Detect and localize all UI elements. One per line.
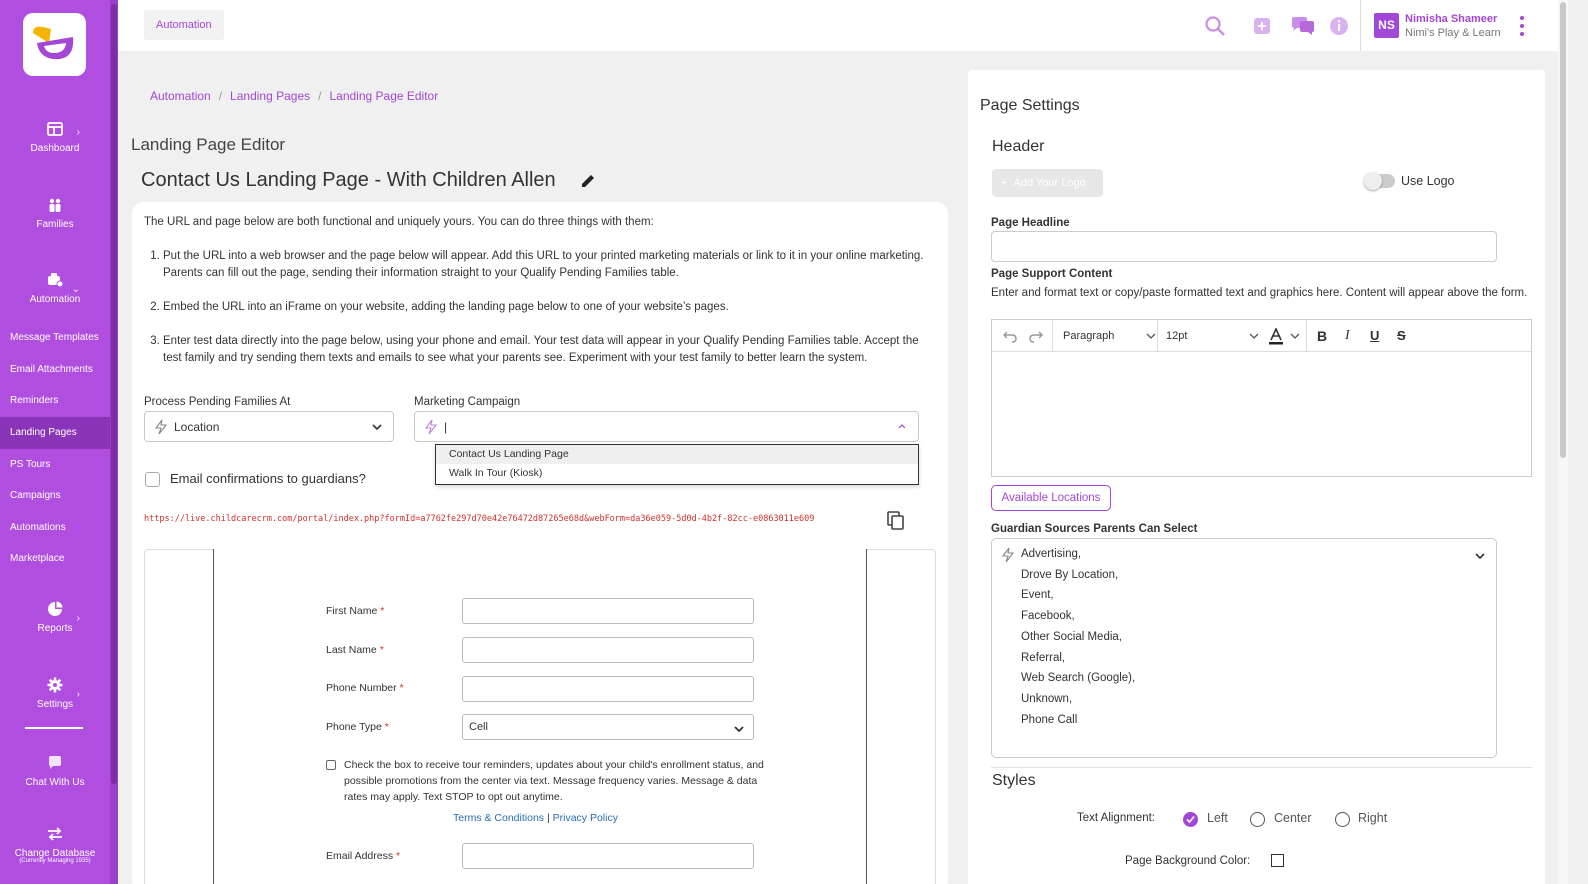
user-name[interactable]: Nimisha Shameer bbox=[1405, 13, 1498, 25]
pencil-icon[interactable] bbox=[579, 172, 597, 190]
add-logo-label: Add Your Logo bbox=[1013, 177, 1086, 189]
background-color-swatch[interactable] bbox=[1271, 854, 1284, 867]
chevron-down-icon bbox=[371, 421, 383, 433]
process-pending-value: Location bbox=[174, 420, 220, 434]
link-separator: | bbox=[546, 812, 550, 824]
use-logo-toggle[interactable] bbox=[1365, 174, 1395, 188]
divider bbox=[1157, 320, 1158, 352]
chevron-right-icon: › bbox=[76, 613, 80, 624]
sidebar-label-families: Families bbox=[36, 219, 74, 230]
guardian-source-item[interactable]: Drove By Location, bbox=[1021, 568, 1119, 581]
process-pending-label: Process Pending Families At bbox=[144, 396, 291, 408]
marketing-campaign-label: Marketing Campaign bbox=[414, 396, 521, 408]
families-icon bbox=[47, 197, 63, 213]
sidebar-scrollbar[interactable] bbox=[110, 0, 118, 884]
chevron-down-icon bbox=[1290, 331, 1300, 341]
strikethrough-icon[interactable]: S bbox=[1397, 328, 1406, 343]
form-title: Contact Us Landing Page - With Children Allen bbox=[141, 169, 556, 191]
email-address-label: Email Address * bbox=[326, 850, 401, 862]
guardian-source-item[interactable]: Advertising, bbox=[1021, 548, 1082, 560]
intro-lead: The URL and page below are both functional and uniquely yours. You can do three things with them: bbox=[144, 216, 654, 228]
search-icon[interactable] bbox=[1204, 15, 1226, 37]
app-logo-icon bbox=[31, 25, 79, 65]
sidebar-label-reports: Reports bbox=[37, 623, 73, 634]
gear-icon bbox=[47, 677, 63, 693]
text-alignment-label: Text Alignment: bbox=[1077, 812, 1155, 824]
dropdown-option[interactable]: Contact Us Landing Page bbox=[436, 445, 918, 464]
chevron-down-icon bbox=[733, 723, 745, 735]
sidebar-scroll-thumb[interactable] bbox=[111, 4, 117, 784]
first-name-label: First Name * bbox=[326, 605, 385, 617]
phone-type-value: Cell bbox=[469, 721, 488, 733]
check-icon bbox=[1186, 815, 1195, 824]
use-logo-label: Use Logo bbox=[1401, 174, 1455, 188]
undo-icon[interactable] bbox=[1002, 328, 1018, 344]
align-center-radio[interactable] bbox=[1250, 812, 1265, 827]
guardian-source-item[interactable]: Referral, bbox=[1021, 651, 1066, 664]
sidebar-item-dashboard[interactable] bbox=[0, 121, 110, 154]
landing-page-url[interactable]: https://live.childcarecrm.com/portal/index.php?formId=a7762fe297d70e42e76472d87265e68d&webForm=da36e059-5d0d-4b2f-82cc-e0863011e609 bbox=[144, 514, 815, 524]
sidebar-item-message-templates[interactable]: Message Templates bbox=[10, 332, 99, 343]
top-bar bbox=[118, 0, 1558, 51]
chevron-down-icon bbox=[1249, 331, 1259, 341]
sidebar-item-reports[interactable] bbox=[0, 601, 110, 634]
editor-content-area[interactable] bbox=[992, 352, 1531, 476]
sidebar-item-marketplace[interactable]: Marketplace bbox=[10, 553, 65, 564]
guardian-source-item[interactable]: Other Social Media, bbox=[1021, 630, 1122, 643]
styles-section-title: Styles bbox=[992, 772, 1036, 789]
page-support-help: Enter and format text or copy/paste formatted text and graphics here. Content will appear above the form. bbox=[991, 287, 1528, 299]
page-headline-label: Page Headline bbox=[991, 217, 1070, 229]
swap-arrows-icon bbox=[47, 826, 63, 842]
divider bbox=[1306, 320, 1307, 352]
email-confirmation-label: Email confirmations to guardians? bbox=[170, 471, 366, 486]
privacy-link[interactable]: Privacy Policy bbox=[552, 812, 618, 824]
font-size-select[interactable]: 12pt bbox=[1166, 330, 1188, 342]
pie-chart-icon bbox=[47, 601, 63, 617]
sidebar bbox=[0, 0, 118, 884]
guardian-source-item[interactable]: Phone Call bbox=[1021, 713, 1078, 726]
kebab-menu-icon[interactable] bbox=[1520, 16, 1524, 40]
sidebar-item-families[interactable] bbox=[0, 197, 110, 230]
guardian-source-item[interactable]: Unknown, bbox=[1021, 692, 1073, 705]
underline-icon[interactable]: U bbox=[1370, 328, 1380, 343]
editor-toolbar bbox=[992, 320, 1531, 352]
dashboard-icon bbox=[47, 121, 63, 137]
guardian-sources-label: Guardian Sources Parents Can Select bbox=[991, 523, 1198, 535]
add-icon[interactable] bbox=[1251, 15, 1273, 37]
page-scrollbar[interactable] bbox=[1558, 0, 1568, 884]
header-section-title: Header bbox=[992, 138, 1045, 155]
sidebar-label-change-database: Change Database bbox=[14, 848, 96, 859]
sidebar-item-reminders[interactable]: Reminders bbox=[10, 395, 59, 406]
process-pending-select[interactable] bbox=[144, 411, 394, 442]
bolt-icon bbox=[1001, 547, 1015, 563]
intro-item: 2. Embed the URL into an iFrame on your website, adding the landing page below to one of your website’s pages. bbox=[163, 299, 934, 316]
messages-icon[interactable] bbox=[1290, 15, 1316, 37]
automation-icon bbox=[47, 272, 63, 288]
available-locations-button[interactable]: Available Locations bbox=[991, 485, 1111, 511]
marketing-campaign-input[interactable]: | bbox=[444, 420, 448, 434]
app-logo[interactable] bbox=[23, 13, 86, 76]
email-address-input[interactable] bbox=[462, 843, 754, 869]
align-left-radio[interactable] bbox=[1183, 812, 1198, 827]
phone-number-label: Phone Number * bbox=[326, 682, 404, 694]
sidebar-item-email-attachments[interactable]: Email Attachments bbox=[10, 364, 93, 375]
page-scroll-thumb[interactable] bbox=[1560, 2, 1566, 458]
email-confirmation-checkbox[interactable] bbox=[145, 472, 160, 487]
first-name-input[interactable] bbox=[462, 598, 754, 624]
sms-consent-text: Check the box to receive tour reminders, updates about your child's enrollment status, and possible promotions from the center via text. Message frequency varies. Message & data rates may apply. Text STOP to opt out anytime. bbox=[344, 759, 764, 803]
sidebar-label-chat: Chat With Us bbox=[25, 777, 85, 788]
breadcrumb: Automation / Landing Pages / Landing Page Editor bbox=[150, 89, 439, 103]
avatar[interactable]: NS bbox=[1374, 13, 1399, 38]
sidebar-label-managing: (Currently Managing 1935) bbox=[19, 858, 91, 864]
page-settings-title: Page Settings bbox=[980, 97, 1080, 114]
breadcrumb-automation[interactable]: Automation bbox=[150, 89, 211, 103]
guardian-source-item[interactable]: Web Search (Google), bbox=[1021, 672, 1136, 685]
sidebar-item-change-database[interactable] bbox=[0, 826, 110, 864]
marketing-campaign-select[interactable] bbox=[414, 411, 919, 442]
chevron-right-icon: › bbox=[76, 689, 80, 700]
intro-item: 1. Put the URL into a web browser and the page below will appear. Add this URL to your printed marketing materials or link to it in your online marketing. Parents can fill out the page, sending their information straight to your Qualify Pending Families table. bbox=[163, 248, 934, 282]
user-org: Nimi's Play & Learn bbox=[1405, 27, 1501, 39]
sidebar-label-automation: Automation bbox=[29, 294, 81, 305]
phone-number-input[interactable] bbox=[462, 676, 754, 702]
guardian-sources-list bbox=[1021, 544, 1135, 730]
intro-text bbox=[144, 214, 934, 384]
sidebar-item-landing-pages[interactable]: Landing Pages bbox=[0, 417, 110, 449]
redo-icon[interactable] bbox=[1028, 328, 1044, 344]
chevron-down-icon bbox=[1474, 550, 1486, 562]
sidebar-label-dashboard: Dashboard bbox=[30, 143, 80, 154]
sidebar-item-chat[interactable] bbox=[0, 755, 110, 788]
campaign-dropdown bbox=[435, 444, 919, 485]
page-support-label: Page Support Content bbox=[991, 268, 1113, 280]
chevron-down-icon bbox=[1146, 331, 1156, 341]
sidebar-item-settings[interactable] bbox=[0, 677, 110, 710]
phone-type-label: Phone Type * bbox=[326, 721, 389, 733]
align-center-label[interactable]: Center bbox=[1274, 811, 1312, 825]
sidebar-item-automations[interactable]: Automations bbox=[10, 522, 66, 533]
bold-icon[interactable]: B bbox=[1317, 328, 1328, 344]
breadcrumb-landing-page-editor[interactable]: Landing Page Editor bbox=[329, 89, 439, 103]
copy-icon[interactable] bbox=[887, 511, 905, 531]
dropdown-option[interactable]: Walk In Tour (Kiosk) bbox=[449, 467, 543, 479]
sidebar-label-settings: Settings bbox=[36, 699, 74, 710]
guardian-source-item[interactable]: Facebook, bbox=[1021, 610, 1075, 623]
tab-automation[interactable]: Automation bbox=[144, 10, 224, 40]
last-name-label: Last Name * bbox=[326, 644, 384, 656]
legal-links bbox=[453, 812, 618, 824]
terms-link[interactable]: Terms & Conditions bbox=[453, 812, 545, 824]
text-color-icon[interactable] bbox=[1268, 328, 1284, 345]
align-left-label[interactable]: Left bbox=[1207, 811, 1228, 825]
sidebar-item-campaigns[interactable]: Campaigns bbox=[10, 490, 61, 501]
chevron-right-icon: › bbox=[76, 127, 80, 138]
chevron-down-icon: ⌄ bbox=[71, 284, 80, 295]
align-right-radio[interactable] bbox=[1335, 812, 1350, 827]
last-name-input[interactable] bbox=[462, 637, 754, 663]
page-headline-input[interactable] bbox=[991, 231, 1497, 262]
divider bbox=[25, 727, 83, 729]
chevron-up-icon bbox=[896, 421, 908, 433]
intro-list bbox=[144, 248, 934, 367]
italic-icon[interactable]: I bbox=[1345, 328, 1350, 343]
intro-item: 3. Enter test data directly into the page below, using your phone and email. Your test data will appear in your Qualify Pending Families table. Accept the test family and try sending them texts and emails to see what your parents see. Experiment with your test family to better learn the system. bbox=[163, 333, 934, 367]
bolt-icon bbox=[154, 419, 168, 435]
divider bbox=[1052, 320, 1053, 352]
block-format-select[interactable]: Paragraph bbox=[1063, 330, 1115, 342]
add-logo-button[interactable]: + Add Your Logo bbox=[992, 169, 1103, 197]
breadcrumb-landing-pages[interactable]: Landing Pages bbox=[230, 89, 311, 103]
bolt-icon bbox=[424, 419, 438, 435]
sms-consent-checkbox[interactable] bbox=[326, 760, 336, 770]
phone-type-select[interactable] bbox=[462, 714, 754, 740]
chat-bubble-icon bbox=[47, 755, 63, 771]
guardian-source-item[interactable]: Event, bbox=[1021, 589, 1054, 602]
align-right-label[interactable]: Right bbox=[1358, 811, 1388, 825]
info-icon[interactable] bbox=[1328, 15, 1350, 37]
divider bbox=[1360, 0, 1361, 51]
divider bbox=[991, 767, 1532, 768]
sidebar-item-automation[interactable] bbox=[0, 272, 110, 305]
sidebar-item-ps-tours[interactable]: PS Tours bbox=[10, 459, 51, 470]
background-color-label: Page Background Color: bbox=[1125, 855, 1251, 867]
page-title: Landing Page Editor bbox=[131, 135, 286, 154]
